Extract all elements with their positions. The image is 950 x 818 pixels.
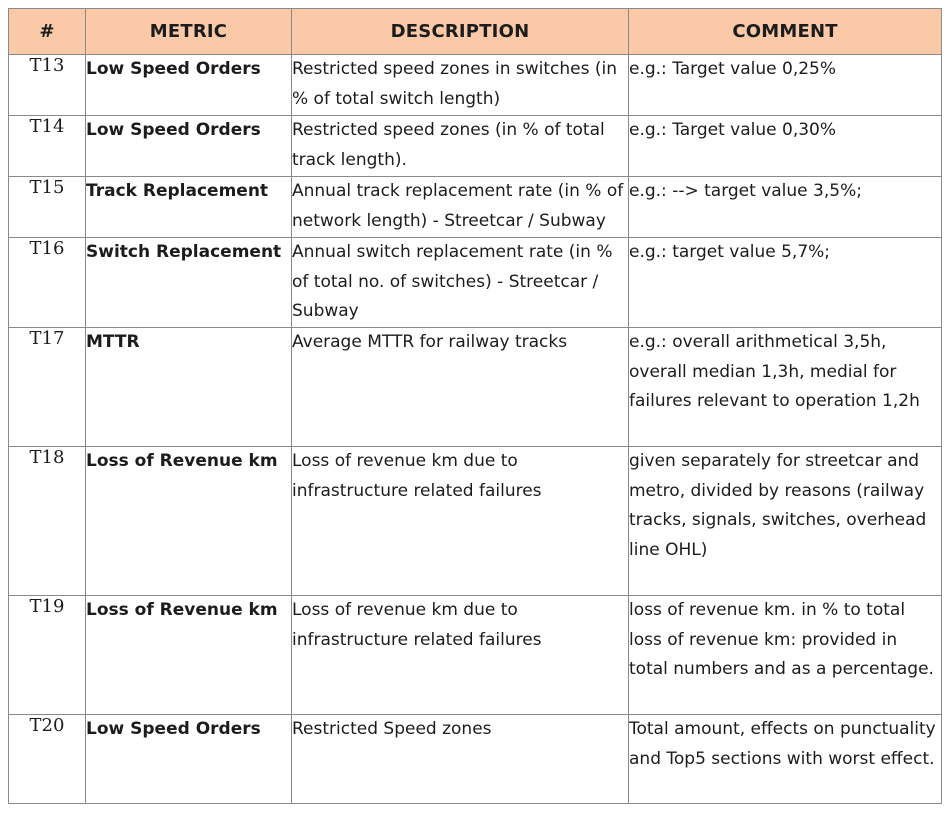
row-description: Restricted speed zones (in % of total track length). bbox=[292, 116, 629, 177]
row-metric: Low Speed Orders bbox=[86, 116, 292, 177]
row-id: T16 bbox=[9, 238, 86, 328]
table-header-row bbox=[9, 9, 942, 55]
row-description: Average MTTR for railway tracks bbox=[292, 328, 629, 447]
header-description: DESCRIPTION bbox=[292, 9, 629, 55]
row-description: Loss of revenue km due to infrastructure related failures bbox=[292, 447, 629, 596]
table-row bbox=[9, 447, 942, 596]
row-id: T20 bbox=[9, 715, 86, 804]
row-comment: Total amount, effects on punctuality and Top5 sections with worst effect. bbox=[629, 715, 942, 804]
row-metric: Track Replacement bbox=[86, 177, 292, 238]
row-description: Restricted Speed zones bbox=[292, 715, 629, 804]
row-id: T14 bbox=[9, 116, 86, 177]
row-id: T15 bbox=[9, 177, 86, 238]
table-row bbox=[9, 177, 942, 238]
row-description: Annual track replacement rate (in % of network length) - Streetcar / Subway bbox=[292, 177, 629, 238]
row-comment: e.g.: --> target value 3,5%; bbox=[629, 177, 942, 238]
header-comment: COMMENT bbox=[629, 9, 942, 55]
row-description: Annual switch replacement rate (in % of total no. of switches) - Streetcar / Subway bbox=[292, 238, 629, 328]
row-metric: Loss of Revenue km bbox=[86, 447, 292, 596]
table-row bbox=[9, 55, 942, 116]
row-comment: e.g.: Target value 0,25% bbox=[629, 55, 942, 116]
row-description: Restricted speed zones in switches (in % of total switch length) bbox=[292, 55, 629, 116]
table-row bbox=[9, 596, 942, 715]
row-id: T13 bbox=[9, 55, 86, 116]
header-id: # bbox=[9, 9, 86, 55]
row-id: T19 bbox=[9, 596, 86, 715]
row-id: T17 bbox=[9, 328, 86, 447]
row-metric: Low Speed Orders bbox=[86, 715, 292, 804]
row-metric: Switch Replacement bbox=[86, 238, 292, 328]
header-metric: METRIC bbox=[86, 9, 292, 55]
row-metric: Low Speed Orders bbox=[86, 55, 292, 116]
table-row bbox=[9, 238, 942, 328]
row-comment: loss of revenue km. in % to total loss of revenue km: provided in total numbers and as a percentage. bbox=[629, 596, 942, 715]
row-comment: e.g.: overall arithmetical 3,5h, overall median 1,3h, medial for failures relevant to operation 1,2h bbox=[629, 328, 942, 447]
row-id: T18 bbox=[9, 447, 86, 596]
row-comment: e.g.: Target value 0,30% bbox=[629, 116, 942, 177]
row-comment: e.g.: target value 5,7%; bbox=[629, 238, 942, 328]
table-row bbox=[9, 116, 942, 177]
metrics-table bbox=[8, 8, 942, 804]
row-comment: given separately for streetcar and metro, divided by reasons (railway tracks, signals, switches, overhead line OHL) bbox=[629, 447, 942, 596]
row-description: Loss of revenue km due to infrastructure related failures bbox=[292, 596, 629, 715]
table-row bbox=[9, 715, 942, 804]
row-metric: MTTR bbox=[86, 328, 292, 447]
row-metric: Loss of Revenue km bbox=[86, 596, 292, 715]
table-row bbox=[9, 328, 942, 447]
